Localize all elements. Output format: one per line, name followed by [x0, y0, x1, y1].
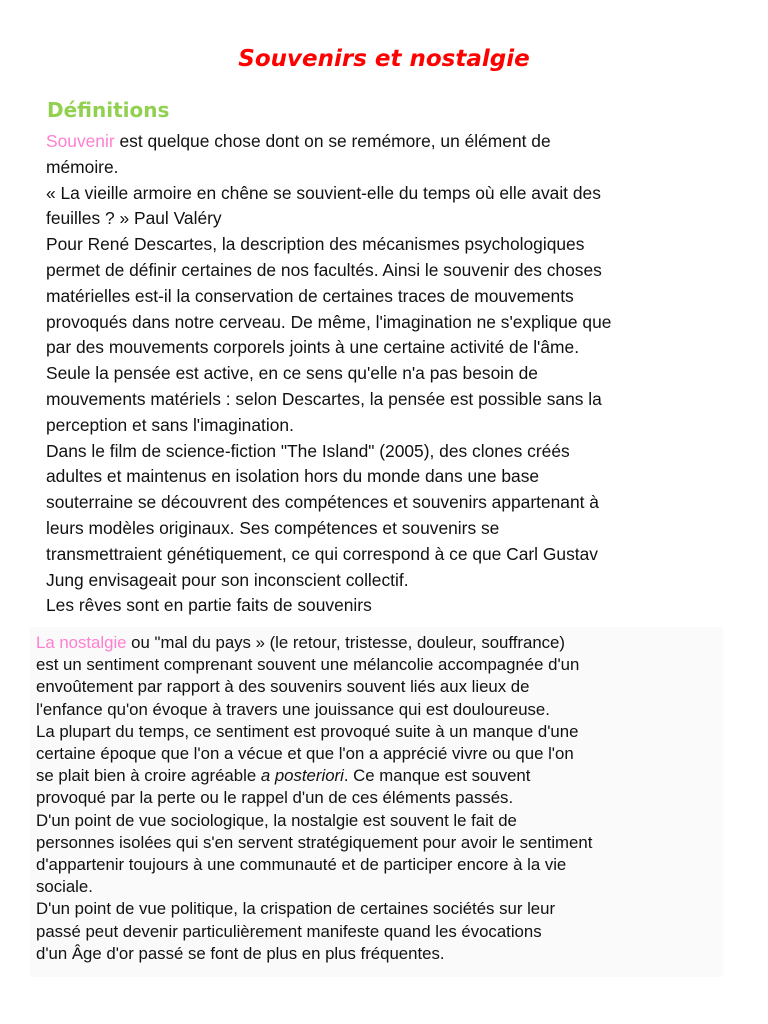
definition-line: souterraine se découvrent des compétences et souvenirs appartenant à	[46, 492, 599, 513]
definition-line: mémoire.	[46, 156, 119, 177]
definition-line: provoqués dans notre cerveau. De même, l'imagination ne s'explique que	[46, 311, 612, 332]
nostalgia-line: l'enfance qu'on évoque à travers une jouissance qui est douloureuse.	[36, 699, 550, 719]
definition-line: leurs modèles originaux. Ses compétences et souvenirs se	[46, 517, 500, 538]
term-souvenir: Souvenir	[46, 131, 115, 151]
nostalgia-italic-line-pre: se plait bien à croire agréable	[36, 766, 261, 786]
definition-line: adultes et maintenus en isolation hors du monde dans une base	[46, 466, 540, 487]
nostalgia-line: D'un point de vue sociologique, la nostalgie est souvent le fait de	[36, 810, 517, 830]
definition-line: Pour René Descartes, la description des mécanismes psychologiques	[46, 234, 585, 255]
nostalgia-line: est un sentiment comprenant souvent une mélancolie accompagnée d'un	[36, 655, 580, 675]
nostalgia-line: envoûtement par rapport à des souvenirs souvent liés aux lieux de	[36, 677, 530, 697]
definition-line: mouvements matériels : selon Descartes, la pensée est possible sans la	[46, 388, 602, 409]
definition-line: Les rêves sont en partie faits de souvenirs	[46, 595, 372, 616]
definition-line: Seule la pensée est active, en ce sens qu'elle n'a pas besoin de	[46, 363, 538, 384]
definition-line: transmettraient génétiquement, ce qui correspond à ce que Carl Gustav	[46, 543, 598, 564]
nostalgia-paragraph	[36, 632, 726, 965]
definition-line: Dans le film de science-fiction "The Island" (2005), des clones créés	[46, 440, 570, 461]
definition-line: Jung envisageait pour son inconscient collectif.	[46, 569, 409, 590]
definition-first-line-text: est quelque chose dont on se remémore, un élément de	[114, 131, 551, 151]
definition-line: par des mouvements corporels joints à une certaine activité de l'âme.	[46, 337, 580, 358]
nostalgia-line: personnes isolées qui s'en servent stratégiquement pour avoir le sentiment	[36, 832, 593, 852]
definition-line: feuilles ? » Paul Valéry	[46, 208, 222, 229]
nostalgia-line: d'un Âge d'or passé se font de plus en plus fréquentes.	[36, 943, 445, 963]
definition-first-line	[46, 129, 726, 155]
definition-line: « La vieille armoire en chêne se souvient-elle du temps où elle avait des	[46, 182, 601, 203]
nostalgia-first-line-text: ou "mal du pays » (le retour, tristesse, douleur, souffrance)	[126, 633, 565, 652]
nostalgia-line: certaine époque que l'on a vécue et que l'on a apprécié vivre ou que l'on	[36, 744, 574, 764]
nostalgia-italic-line	[36, 765, 726, 787]
definitions-heading: Définitions	[47, 98, 170, 122]
nostalgia-line: La plupart du temps, ce sentiment est provoqué suite à un manque d'une	[36, 721, 579, 741]
document-title: Souvenirs et nostalgie	[238, 46, 530, 72]
nostalgia-line: D'un point de vue politique, la crispation de certaines sociétés sur leur	[36, 899, 556, 919]
definition-line: perception et sans l'imagination.	[46, 414, 294, 435]
latin-phrase: a posteriori	[260, 766, 344, 786]
nostalgia-line: passé peut devenir particulièrement manifeste quand les évocations	[36, 921, 542, 941]
nostalgia-italic-line-post: . Ce manque est souvent	[343, 766, 531, 786]
definitions-paragraph	[46, 129, 726, 619]
nostalgia-line: provoqué par la perte ou le rappel d'un de ces éléments passés.	[36, 788, 514, 808]
definition-line: permet de définir certaines de nos facultés. Ainsi le souvenir des choses	[46, 259, 602, 280]
nostalgia-first-line	[36, 632, 726, 654]
definition-line: matérielles est-il la conservation de certaines traces de mouvements	[46, 285, 574, 306]
term-nostalgie: La nostalgie	[36, 633, 127, 652]
nostalgia-line: d'appartenir toujours à une communauté et de participer encore à la vie	[36, 855, 567, 875]
nostalgia-line: sociale.	[36, 877, 93, 897]
